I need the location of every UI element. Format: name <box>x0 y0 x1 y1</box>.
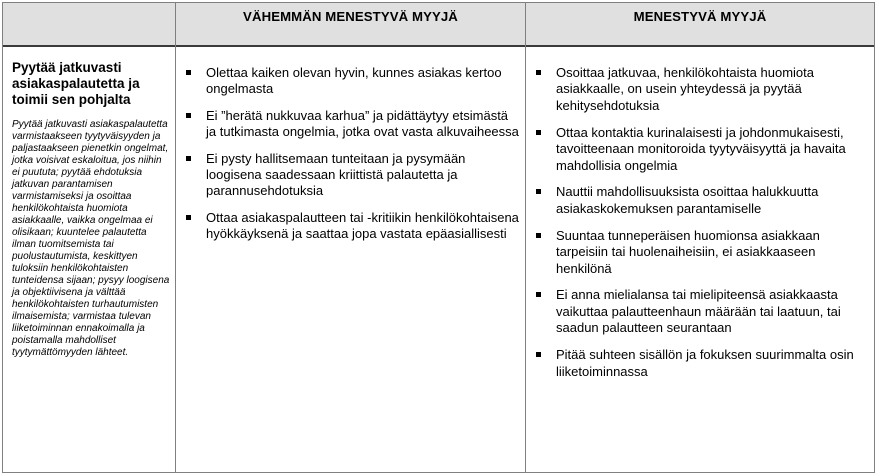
bullet-square-icon <box>186 70 191 75</box>
list-item <box>536 125 866 174</box>
list-item <box>186 210 520 243</box>
competency-description: Pyytää jatkuvasti asiakaspalautetta varmistaakseen tyytyväisyyden ja paljastaakseen pienetkin ongelmat, jotka voisivat eskaloitua, jos niihin ei puututa; pyytää ehdotuksia jatkuvan parantamisen varmistamiseksi ja osoittaa henkilökohtaista huomiota asiakkaalle, vaikka ongelmaa ei olisikaan; kuuntelee palautetta ilman tuomitsemista tai puolustautumista, keskittyen tuloksiin henkilökohtaisten tunteidensa sijaan; pysyy loogisena ja objektiivisena ja välttää henkilökohtaisten turhautumisten ilmaisemista; varmistaa tulevan liiketoiminnan ennakoimalla ja poistamalla mahdolliset tyytymättömyyden lähteet. <box>12 119 170 358</box>
bullet-square-icon <box>536 70 541 75</box>
list-item-text: Ei ”herätä nukkuvaa karhua” ja pidättäytyy etsimästä ja tutkimasta ongelmia, jotka ovat vasta alkuvaiheessa <box>206 107 519 140</box>
comparison-table <box>2 2 875 473</box>
header-successful: MENESTYVÄ MYYJÄ <box>633 9 767 24</box>
list-item-text: Ei anna mielialansa tai mielipiteensä asiakkaasta vaikuttaa palautteenhaun määrään tai laatuun, tai saadun palautteen seurantaan <box>556 287 841 336</box>
bullet-square-icon <box>536 233 541 238</box>
bullet-square-icon <box>536 189 541 194</box>
list-item-text: Suuntaa tunneperäisen huomionsa asiakkaan tarpeisiin tai huolenaiheisiin, ei asiakkaaseen henkilönä <box>556 227 820 276</box>
list-item <box>186 151 520 200</box>
bullet-square-icon <box>536 130 541 135</box>
header-empty-cell <box>3 3 175 45</box>
list-item-text: Ei pysty hallitsemaan tunteitaan ja pysymään loogisena saadessaan kriittistä palautetta ja parannusehdotuksia <box>206 150 466 199</box>
list-item <box>536 65 866 114</box>
list-item <box>186 65 520 98</box>
list-item-text: Pitää suhteen sisällön ja fokuksen suurimmalta osin liiketoiminnassa <box>556 347 854 379</box>
column-divider <box>175 3 176 472</box>
competency-cell <box>12 60 170 359</box>
bullet-square-icon <box>536 352 541 357</box>
bullet-square-icon <box>186 156 191 161</box>
list-item <box>536 184 866 217</box>
list-item <box>536 228 866 277</box>
table-header-row <box>3 3 874 47</box>
bullet-square-icon <box>536 292 541 297</box>
column-divider <box>525 3 526 472</box>
list-item-text: Olettaa kaiken olevan hyvin, kunnes asiakas kertoo ongelmasta <box>206 65 502 97</box>
list-item-text: Nauttii mahdollisuuksista osoittaa halukkuutta asiakaskokemuksen parantamiselle <box>556 184 819 216</box>
list-item <box>536 347 866 380</box>
header-less-successful: VÄHEMMÄN MENESTYVÄ MYYJÄ <box>243 9 458 24</box>
list-item <box>186 108 520 141</box>
bullet-square-icon <box>186 215 191 220</box>
successful-list <box>536 65 866 391</box>
bullet-square-icon <box>186 113 191 118</box>
competency-title: Pyytää jatkuvasti asiakaspalautetta ja toimii sen pohjalta <box>12 60 140 107</box>
list-item-text: Osoittaa jatkuvaa, henkilökohtaista huomiota asiakkaalle, on usein yhteydessä ja pyytää kehitysehdotuksia <box>556 65 814 113</box>
list-item-text: Ottaa asiakaspalautteen tai -kritiikin henkilökohtaisena hyökkäyksenä ja saattaa jopa vastata epäasiallisesti <box>206 209 519 242</box>
list-item-text: Ottaa kontaktia kurinalaisesti ja johdonmukaisesti, tavoitteenaan monitoroida tyytyväisyyttä ja havaita mahdollisia ongelmia <box>556 124 846 173</box>
less-successful-list <box>186 65 520 253</box>
list-item <box>536 287 866 336</box>
